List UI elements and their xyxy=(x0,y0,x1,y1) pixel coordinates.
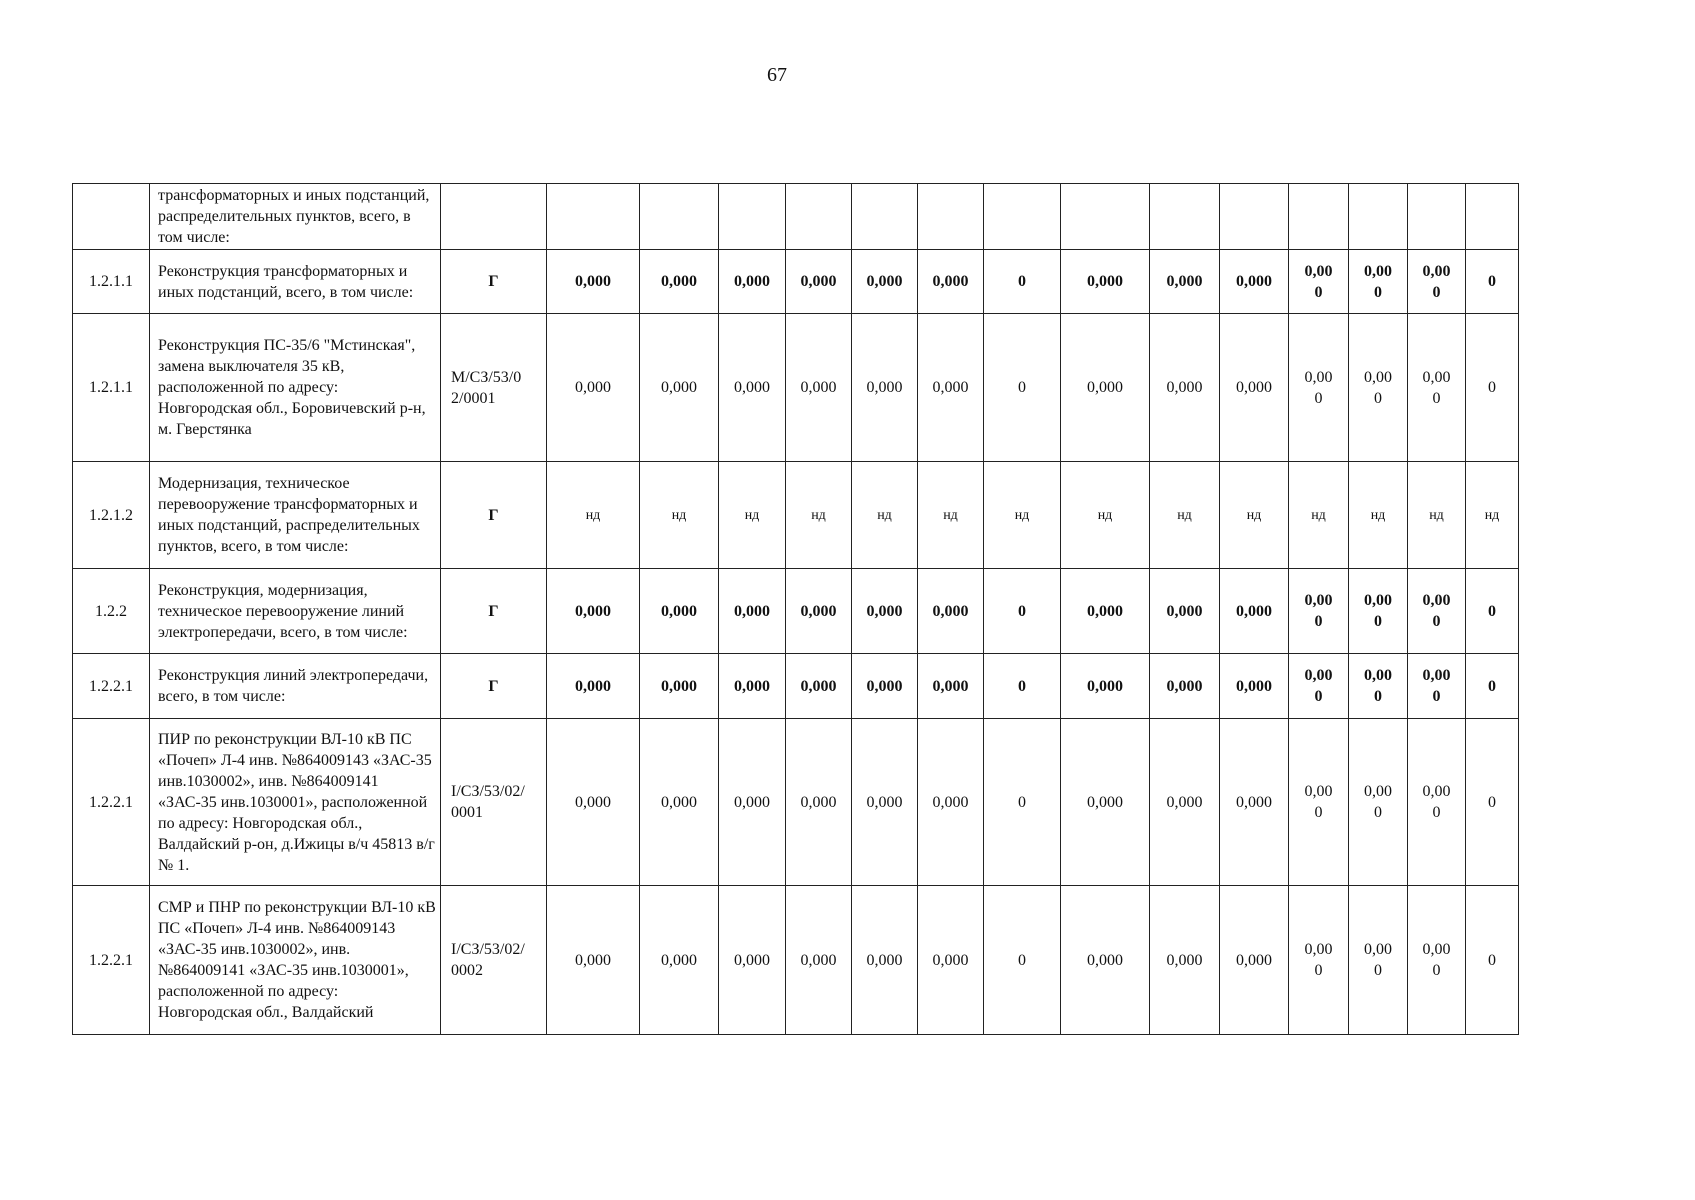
project-code-text: М/СЗ/53/02/0001 xyxy=(451,368,522,407)
value-text: 0,000 xyxy=(734,793,770,811)
value-text: 0 xyxy=(1018,273,1026,290)
value-cell xyxy=(1220,569,1289,654)
value-cell xyxy=(918,314,984,462)
value-cell xyxy=(1061,314,1150,462)
project-name-cell: трансформаторных и иных подстанций, распределительных пунктов, всего, в том числе: xyxy=(150,184,441,250)
row-number-cell: 1.2.2.1 xyxy=(73,654,150,719)
value-text: нд xyxy=(1370,507,1386,523)
value-text: 0 xyxy=(1488,602,1496,620)
project-code-cell xyxy=(441,314,547,462)
value-cell xyxy=(1466,719,1519,886)
value-text: 0,000 xyxy=(1236,677,1272,695)
value-text: 0,000 xyxy=(932,602,969,620)
value-cell xyxy=(1150,250,1220,314)
value-text: 0,000 xyxy=(1304,262,1333,301)
value-text: 0 xyxy=(1018,677,1026,695)
value-text: 0,000 xyxy=(932,273,969,290)
value-text: 0,000 xyxy=(575,602,611,620)
value-text: 0,000 xyxy=(661,951,697,969)
value-text: нд xyxy=(585,507,601,523)
table-row xyxy=(73,719,1519,886)
value-cell xyxy=(547,250,640,314)
value-cell xyxy=(1289,654,1349,719)
value-text: 0,000 xyxy=(575,793,611,811)
value-text: 0,000 xyxy=(734,379,770,396)
project-code-text: Г xyxy=(488,677,499,695)
value-text: 0,000 xyxy=(734,273,770,290)
value-text: 0 xyxy=(1018,951,1026,969)
value-cell xyxy=(1408,184,1466,250)
value-cell xyxy=(918,184,984,250)
value-cell xyxy=(786,250,852,314)
value-cell xyxy=(1466,184,1519,250)
value-cell xyxy=(1349,569,1408,654)
value-text: 0,000 xyxy=(1087,273,1123,290)
value-text: 0,000 xyxy=(1422,783,1451,821)
value-text: 0,000 xyxy=(1087,793,1123,811)
project-code-cell xyxy=(441,886,547,1035)
value-cell xyxy=(852,569,918,654)
value-cell xyxy=(984,719,1061,886)
value-text: 0,000 xyxy=(661,602,697,620)
value-text: 0,000 xyxy=(1364,368,1392,407)
row-number-cell xyxy=(73,184,150,250)
value-cell xyxy=(640,569,719,654)
value-cell xyxy=(786,719,852,886)
value-cell xyxy=(786,654,852,719)
value-cell xyxy=(1466,462,1519,569)
value-text: 0,000 xyxy=(1364,262,1392,301)
investment-table xyxy=(72,183,1519,1035)
value-text: 0,000 xyxy=(1166,951,1203,969)
row-number-cell: 1.2.2.1 xyxy=(73,886,150,1035)
value-cell xyxy=(918,462,984,569)
project-code-text: I/СЗ/53/02/0001 xyxy=(451,783,525,821)
value-text: нд xyxy=(744,507,760,523)
value-text: 0,000 xyxy=(575,273,611,290)
row-number-cell: 1.2.2.1 xyxy=(73,719,150,886)
value-cell xyxy=(1220,886,1289,1035)
value-cell xyxy=(547,886,640,1035)
value-text: 0,000 xyxy=(1304,783,1333,821)
value-text: 0,000 xyxy=(1364,941,1392,979)
value-cell xyxy=(1408,886,1466,1035)
value-text: 0 xyxy=(1018,793,1026,811)
value-text: 0,000 xyxy=(734,951,770,969)
value-text: 0,000 xyxy=(661,379,697,396)
value-cell xyxy=(984,569,1061,654)
value-cell xyxy=(1408,314,1466,462)
value-cell xyxy=(918,569,984,654)
value-text: 0,000 xyxy=(575,951,611,969)
value-cell xyxy=(1150,569,1220,654)
project-code-cell xyxy=(441,569,547,654)
value-cell xyxy=(547,719,640,886)
value-text: 0,000 xyxy=(1166,273,1203,290)
value-text: 0,000 xyxy=(1236,793,1272,811)
value-text: 0,000 xyxy=(1087,379,1123,396)
value-text: 0,000 xyxy=(1166,602,1203,620)
value-text: 0,000 xyxy=(1166,793,1203,811)
value-text: 0 xyxy=(1488,677,1496,695)
value-text: 0,000 xyxy=(800,379,837,396)
value-text: 0,000 xyxy=(661,793,697,811)
value-text: 0,000 xyxy=(932,951,969,969)
value-text: 0,000 xyxy=(661,677,697,695)
value-cell xyxy=(1349,250,1408,314)
project-name-cell: Реконструкция трансформаторных и иных подстанций, всего, в том числе: xyxy=(150,250,441,314)
value-cell xyxy=(984,462,1061,569)
value-cell xyxy=(719,569,786,654)
project-name-cell: СМР и ПНР по реконструкции ВЛ-10 кВ ПС «Почеп» Л-4 инв. №864009143 «ЗАС-35 инв.1030002», инв. №864009141 «ЗАС-35 инв.1030001», расположенной по адресу: Новгородская обл., Валдайский xyxy=(150,886,441,1035)
value-cell xyxy=(719,250,786,314)
value-cell xyxy=(1289,314,1349,462)
table-row xyxy=(73,569,1519,654)
value-cell xyxy=(719,184,786,250)
value-text: 0,000 xyxy=(932,677,969,695)
value-cell xyxy=(1289,250,1349,314)
value-text: 0,000 xyxy=(800,602,837,620)
value-cell xyxy=(1466,314,1519,462)
value-cell xyxy=(640,314,719,462)
value-text: 0,000 xyxy=(1422,262,1451,301)
value-text: 0,000 xyxy=(932,379,969,396)
value-cell xyxy=(1408,462,1466,569)
project-code-cell xyxy=(441,654,547,719)
page-number: 67 xyxy=(767,64,787,86)
value-cell xyxy=(786,569,852,654)
value-cell xyxy=(1289,462,1349,569)
row-number-cell: 1.2.1.2 xyxy=(73,462,150,569)
value-text: 0,000 xyxy=(1304,667,1333,705)
row-number-cell: 1.2.2 xyxy=(73,569,150,654)
value-cell xyxy=(1408,250,1466,314)
value-cell xyxy=(1061,886,1150,1035)
value-text: 0,000 xyxy=(1087,602,1123,620)
table-row xyxy=(73,462,1519,569)
value-cell xyxy=(852,250,918,314)
value-cell xyxy=(786,462,852,569)
value-cell xyxy=(1220,654,1289,719)
value-cell xyxy=(852,314,918,462)
value-text: нд xyxy=(671,507,687,523)
project-code-cell xyxy=(441,719,547,886)
value-text: нд xyxy=(1177,507,1192,523)
value-cell xyxy=(1150,462,1220,569)
value-cell xyxy=(719,314,786,462)
value-text: 0,000 xyxy=(1422,667,1451,705)
value-cell xyxy=(918,719,984,886)
value-cell xyxy=(719,886,786,1035)
project-code-text: Г xyxy=(488,273,499,290)
value-text: нд xyxy=(943,507,958,523)
project-code-text: I/СЗ/53/02/0002 xyxy=(451,941,525,979)
value-cell xyxy=(918,886,984,1035)
value-text: 0 xyxy=(1018,602,1026,620)
value-cell xyxy=(1150,886,1220,1035)
value-cell xyxy=(918,654,984,719)
value-text: 0 xyxy=(1488,273,1496,290)
value-cell xyxy=(786,314,852,462)
value-cell xyxy=(984,886,1061,1035)
value-text: 0,000 xyxy=(1422,368,1451,407)
value-cell xyxy=(786,886,852,1035)
value-cell xyxy=(1466,250,1519,314)
value-cell xyxy=(1349,462,1408,569)
value-text: 0,000 xyxy=(866,273,903,290)
value-cell xyxy=(719,654,786,719)
value-cell xyxy=(852,654,918,719)
value-cell xyxy=(1349,886,1408,1035)
project-code-text: Г xyxy=(488,506,499,524)
value-cell xyxy=(984,250,1061,314)
project-code-cell xyxy=(441,184,547,250)
value-text: 0,000 xyxy=(734,602,770,620)
value-text: 0,000 xyxy=(1236,951,1272,969)
project-code-cell xyxy=(441,250,547,314)
value-cell xyxy=(1220,250,1289,314)
value-cell xyxy=(547,184,640,250)
value-cell xyxy=(640,719,719,886)
value-cell xyxy=(984,654,1061,719)
value-cell xyxy=(1220,184,1289,250)
value-cell xyxy=(640,184,719,250)
value-text: 0 xyxy=(1488,793,1496,811)
value-text: 0,000 xyxy=(932,793,969,811)
value-cell xyxy=(1408,654,1466,719)
value-text: нд xyxy=(1246,507,1262,523)
value-cell xyxy=(640,654,719,719)
value-text: 0,000 xyxy=(1364,667,1392,705)
value-text: нд xyxy=(877,507,892,523)
row-number-cell: 1.2.1.1 xyxy=(73,250,150,314)
project-name-cell: Реконструкция ПС-35/6 "Мстинская", замена выключателя 35 кВ, расположенной по адресу: Новгородская обл., Боровичевский р-н, м. Гверстянка xyxy=(150,314,441,462)
value-cell xyxy=(1150,184,1220,250)
value-cell xyxy=(1349,314,1408,462)
value-text: нд xyxy=(1484,507,1500,523)
value-cell xyxy=(852,719,918,886)
project-name-cell: Реконструкция, модернизация, техническое перевооружение линий электропередачи, всего, в том числе: xyxy=(150,569,441,654)
value-text: 0,000 xyxy=(866,379,903,396)
value-cell xyxy=(1289,184,1349,250)
value-text: 0 xyxy=(1018,379,1026,396)
value-cell xyxy=(1061,569,1150,654)
value-text: 0,000 xyxy=(800,793,837,811)
value-cell xyxy=(1061,654,1150,719)
value-cell xyxy=(1289,569,1349,654)
value-cell xyxy=(1349,654,1408,719)
value-cell xyxy=(1349,184,1408,250)
value-text: нд xyxy=(1097,507,1113,523)
table-row xyxy=(73,250,1519,314)
value-cell xyxy=(1466,886,1519,1035)
value-cell xyxy=(1061,719,1150,886)
value-cell xyxy=(1150,654,1220,719)
value-text: 0,000 xyxy=(575,677,611,695)
value-cell xyxy=(852,462,918,569)
value-text: 0,000 xyxy=(866,677,903,695)
value-text: 0 xyxy=(1488,951,1496,969)
project-name-cell: ПИР по реконструкции ВЛ-10 кВ ПС «Почеп» Л-4 инв. №864009143 «ЗАС-35 инв.1030002», инв. №864009141 «ЗАС-35 инв.1030001», расположенной по адресу: Новгородская обл., Валдайский р-он, д.Ижицы в/ч 45813 в/г № 1. xyxy=(150,719,441,886)
value-cell xyxy=(1289,886,1349,1035)
value-cell xyxy=(640,250,719,314)
value-text: 0,000 xyxy=(1236,602,1272,620)
value-text: 0 xyxy=(1488,379,1496,396)
value-text: 0,000 xyxy=(1087,951,1123,969)
value-cell xyxy=(1061,184,1150,250)
value-text: 0,000 xyxy=(1364,592,1392,630)
value-cell xyxy=(1220,462,1289,569)
table-row xyxy=(73,654,1519,719)
value-cell xyxy=(719,462,786,569)
project-code-text: Г xyxy=(488,602,499,620)
value-cell xyxy=(1061,250,1150,314)
value-cell xyxy=(1061,462,1150,569)
value-text: 0,000 xyxy=(1364,783,1392,821)
value-text: 0,000 xyxy=(866,793,903,811)
value-cell xyxy=(547,654,640,719)
value-cell xyxy=(1466,569,1519,654)
value-cell xyxy=(1220,719,1289,886)
value-text: 0,000 xyxy=(1166,379,1203,396)
value-text: 0,000 xyxy=(1304,368,1333,407)
value-cell xyxy=(1349,719,1408,886)
project-name-cell: Реконструкция линий электропередачи, всего, в том числе: xyxy=(150,654,441,719)
value-text: 0,000 xyxy=(1087,677,1123,695)
table-row xyxy=(73,314,1519,462)
value-cell xyxy=(1408,569,1466,654)
value-text: 0,000 xyxy=(1422,941,1451,979)
table-row xyxy=(73,184,1519,250)
row-number-cell: 1.2.1.1 xyxy=(73,314,150,462)
value-text: 0,000 xyxy=(1236,273,1272,290)
value-text: 0,000 xyxy=(800,677,837,695)
value-text: 0,000 xyxy=(1304,941,1333,979)
value-cell xyxy=(852,886,918,1035)
value-text: 0,000 xyxy=(1304,592,1333,630)
value-text: 0,000 xyxy=(866,602,903,620)
value-text: 0,000 xyxy=(1236,379,1272,396)
value-cell xyxy=(786,184,852,250)
value-cell xyxy=(547,314,640,462)
value-cell xyxy=(984,184,1061,250)
table-row xyxy=(73,886,1519,1035)
value-cell xyxy=(1408,719,1466,886)
value-cell xyxy=(547,462,640,569)
project-code-cell xyxy=(441,462,547,569)
value-cell xyxy=(547,569,640,654)
value-cell xyxy=(1150,719,1220,886)
value-cell xyxy=(1150,314,1220,462)
value-text: 0,000 xyxy=(1422,592,1451,630)
value-text: нд xyxy=(1014,507,1030,523)
value-cell xyxy=(640,886,719,1035)
value-text: нд xyxy=(811,507,826,523)
value-cell xyxy=(852,184,918,250)
value-text: 0,000 xyxy=(800,273,837,290)
project-name-cell: Модернизация, техническое перевооружение трансформаторных и иных подстанций, распределительных пунктов, всего, в том числе: xyxy=(150,462,441,569)
value-text: нд xyxy=(1311,507,1326,523)
value-cell xyxy=(1466,654,1519,719)
value-cell xyxy=(1220,314,1289,462)
value-text: 0,000 xyxy=(800,951,837,969)
value-text: 0,000 xyxy=(734,677,770,695)
value-cell xyxy=(984,314,1061,462)
value-text: 0,000 xyxy=(661,273,697,290)
value-cell xyxy=(719,719,786,886)
value-cell xyxy=(640,462,719,569)
value-text: 0,000 xyxy=(866,951,903,969)
value-cell xyxy=(1289,719,1349,886)
value-cell xyxy=(918,250,984,314)
value-text: 0,000 xyxy=(575,379,611,396)
value-text: нд xyxy=(1429,507,1444,523)
value-text: 0,000 xyxy=(1166,677,1203,695)
